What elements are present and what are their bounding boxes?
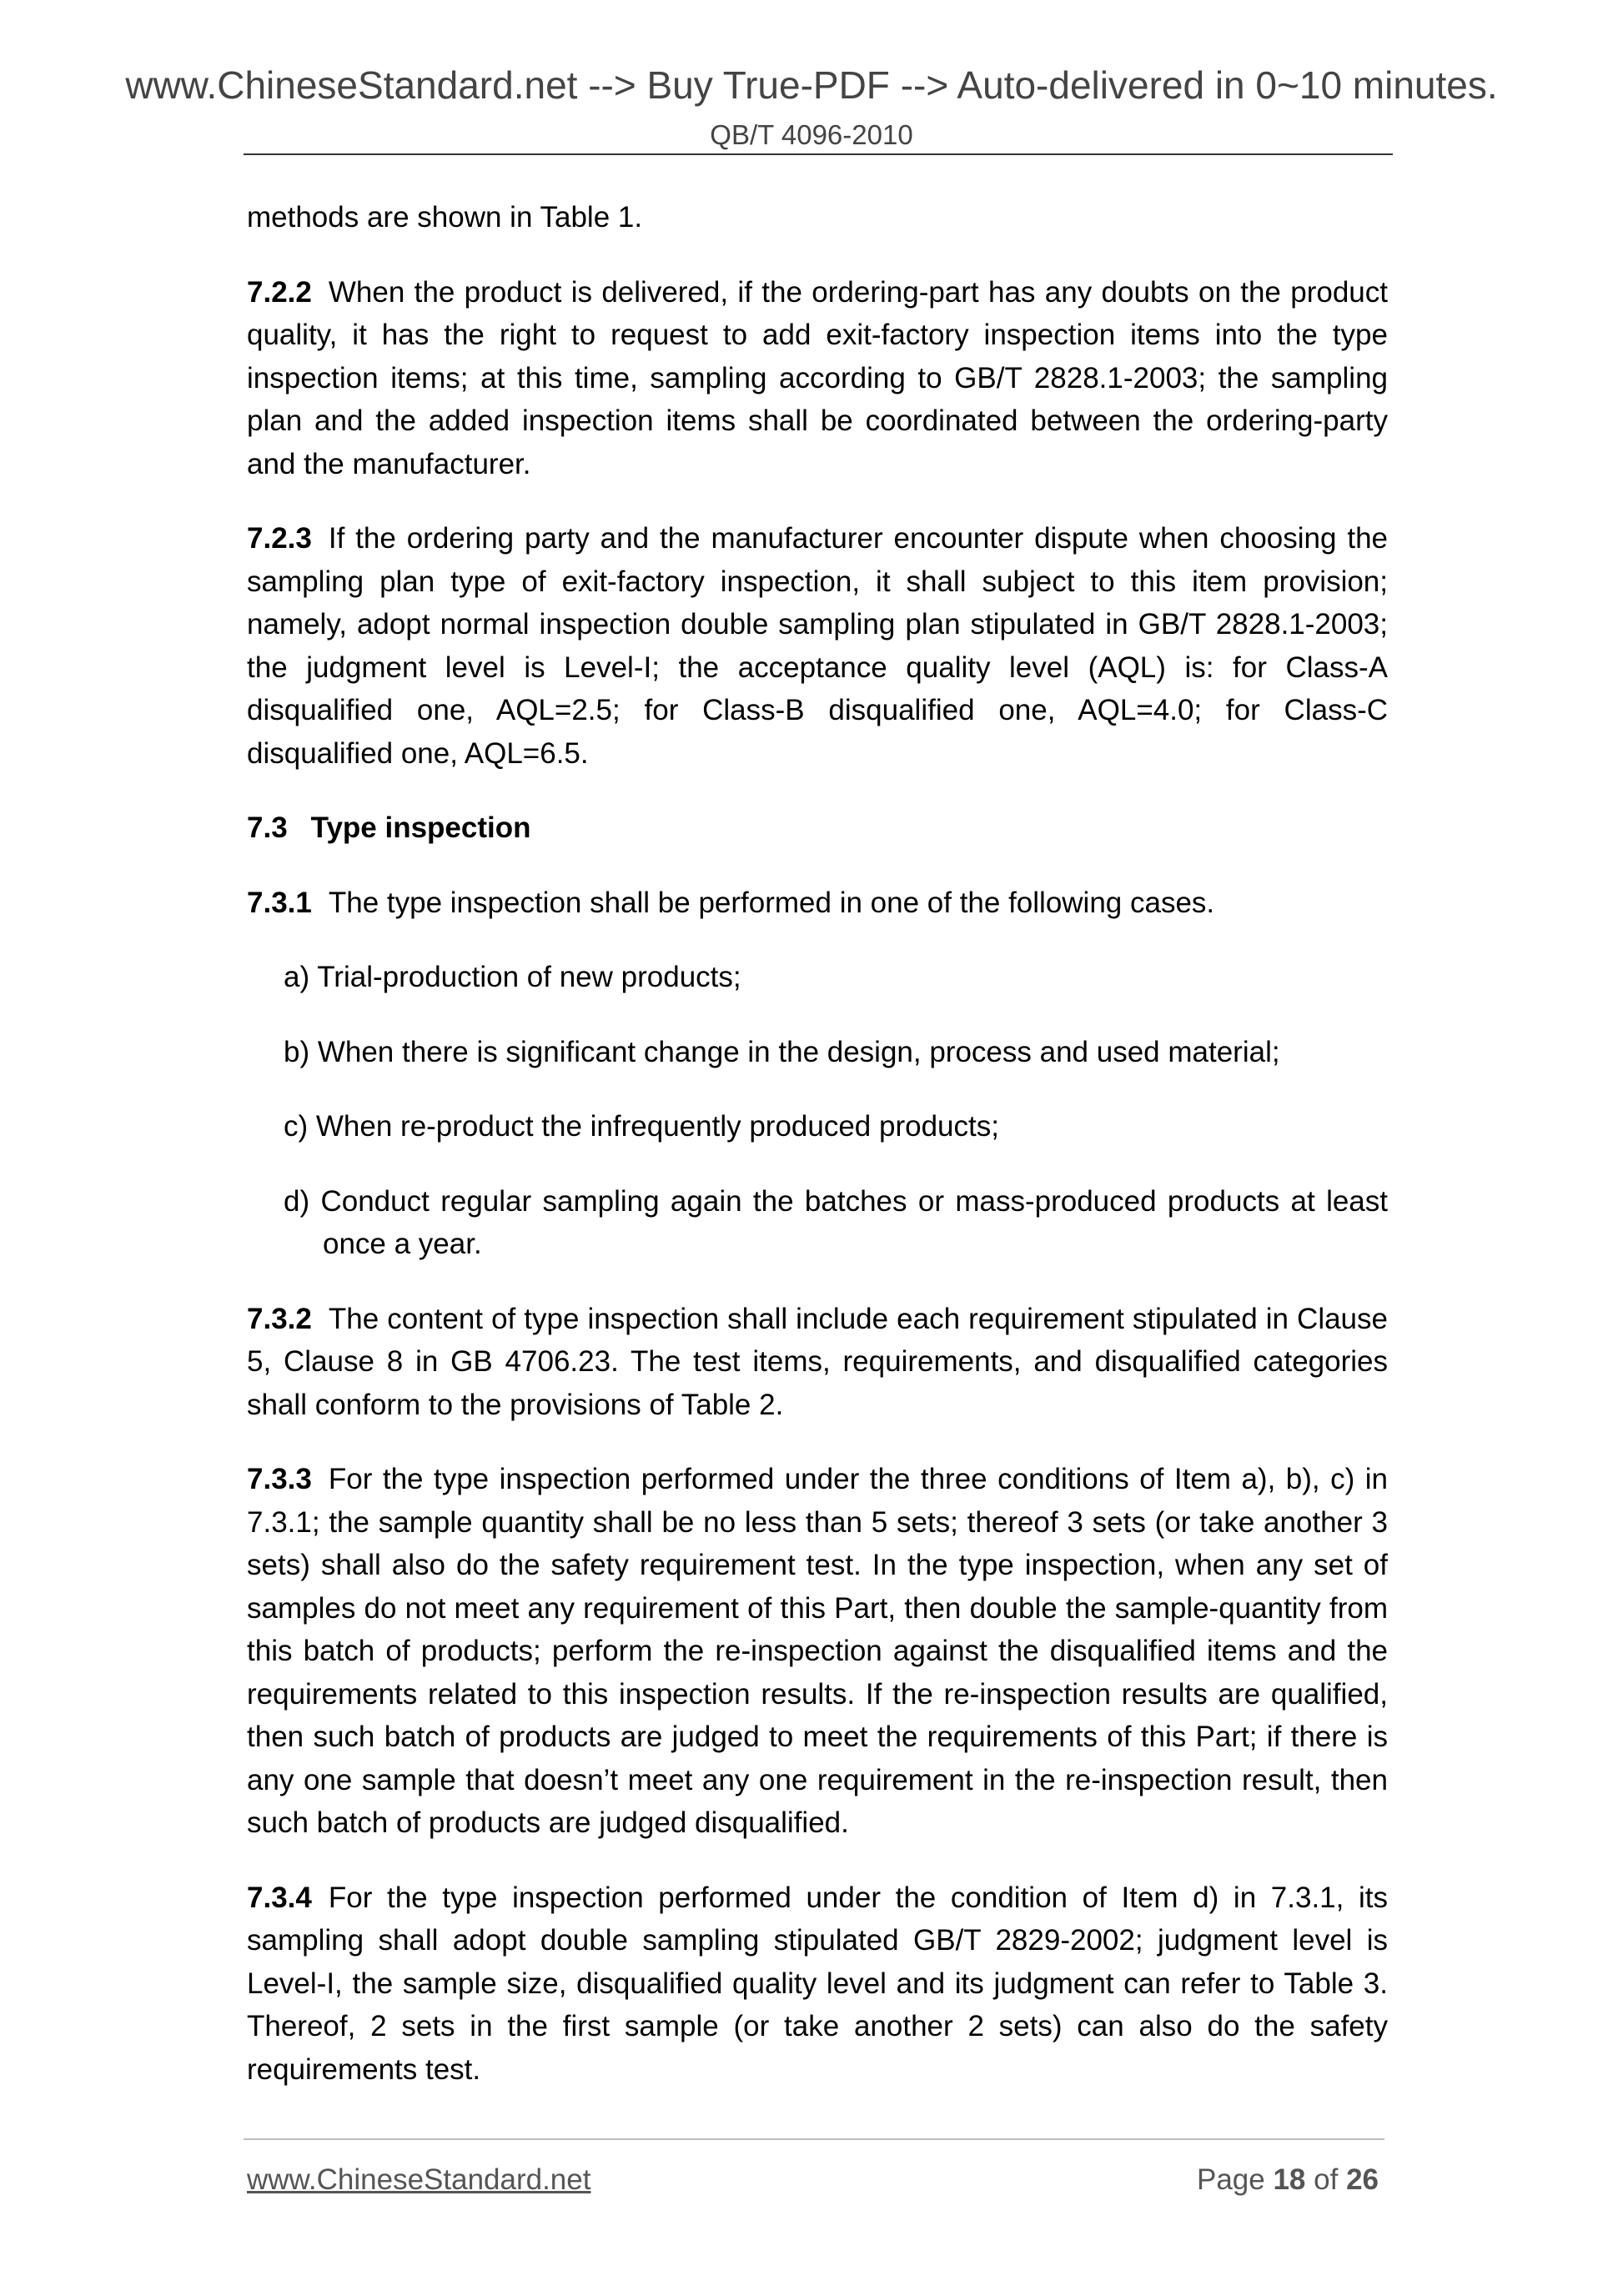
header-divider [244, 153, 1393, 155]
clause-text: The content of type inspection shall include each requirement stipulated in Clause 5, Clause 8 in GB 4706.23. The test items, requirements, and disqualified categories shall conform to the provisions of Table 2. [247, 1302, 1388, 1421]
clause-number: 7.3.2 [247, 1302, 312, 1335]
clause-7-3-3 [247, 1458, 1388, 1845]
clause-text: For the type inspection performed under the three conditions of Item a), b), c) in 7.3.1; the sample quantity shall be no less than 5 sets; thereof 3 sets (or take another 3 sets) shall also do the safety requirement test. In the type inspection, when any set of samples do not meet any requirement of this Part, then double the sample-quantity from this batch of products; perform the re-inspection against the disqualified items and the requirements related to this inspection results. If the re-inspection results are qualified, then such batch of products are judged to meet the requirements of this Part; if there is any one sample that doesn’t meet any one requirement in the re-inspection result, then such batch of products are judged disqualified. [247, 1463, 1388, 1839]
clause-text: The type inspection shall be performed in one of the following cases. [328, 886, 1215, 919]
footer-divider [244, 2138, 1384, 2140]
page-total: 26 [1346, 2163, 1379, 2196]
clause-number: 7.3.4 [247, 1881, 312, 1914]
clause-text: When the product is delivered, if the ordering-part has any doubts on the product quality, it has the right to request to add exit-factory inspection items into the type inspection items; at this time, sampling according to GB/T 2828.1-2003; the sampling plan and the added inspection items shall be coordinated between the ordering-party and the manufacturer. [247, 275, 1388, 480]
clause-text: If the ordering party and the manufacturer encounter dispute when choosing the sampling plan type of exit-factory inspection, it shall subject to this item provision; namely, adopt normal inspection double sampling plan stipulated in GB/T 2828.1-2003; the judgment level is Level-I; the acceptance quality level (AQL) is: for Class-A disqualified one, AQL=2.5; for Class-B disqualified one, AQL=4.0; for Class-C disqualified one, AQL=6.5. [247, 522, 1388, 770]
clause-number: 7.3.3 [247, 1463, 312, 1495]
clause-number: 7.2.3 [247, 522, 312, 555]
clause-7-3-2 [247, 1298, 1388, 1427]
intro-paragraph: methods are shown in Table 1. [247, 201, 643, 234]
header-banner: www.ChineseStandard.net --> Buy True-PDF --> Auto-delivered in 0~10 minutes. [125, 63, 1498, 107]
clause-7-3-1 [247, 882, 1388, 925]
section-heading-7-3 [247, 806, 1388, 850]
page-number [1197, 2163, 1379, 2197]
footer-website-link[interactable]: www.ChineseStandard.net [247, 2163, 591, 2196]
page-label: Page [1196, 2163, 1265, 2196]
list-item: a) Trial-production of new products; [284, 961, 741, 993]
clause-7-3-4 [247, 1876, 1388, 2092]
clause-number: 7.3.1 [247, 886, 312, 919]
clause-7-2-2 [247, 271, 1388, 486]
section-number: 7.3 [247, 811, 288, 844]
clause-number: 7.2.2 [247, 275, 312, 309]
section-title: Type inspection [310, 811, 531, 844]
page-of-label: of [1314, 2163, 1339, 2196]
list-item: d) Conduct regular sampling again the batches or mass-produced products at least once a year. [284, 1184, 1388, 1260]
list-item: c) When re-product the infrequently produced products; [284, 1110, 999, 1143]
page-current: 18 [1273, 2163, 1306, 2196]
clause-text: For the type inspection performed under the condition of Item d) in 7.3.1, its sampling shall adopt double sampling stipulated GB/T 2829-2002; judgment level is Level-I, the sample size, disqualified quality level and its judgment can refer to Table 3. Thereof, 2 sets in the first sample (or take another 2 sets) can also do the safety requirements test. [247, 1881, 1388, 2086]
clause-7-2-3 [247, 517, 1388, 775]
page-content [247, 196, 1388, 2123]
document-id: QB/T 4096-2010 [710, 119, 913, 150]
list-item: b) When there is significant change in the design, process and used material; [284, 1035, 1280, 1068]
